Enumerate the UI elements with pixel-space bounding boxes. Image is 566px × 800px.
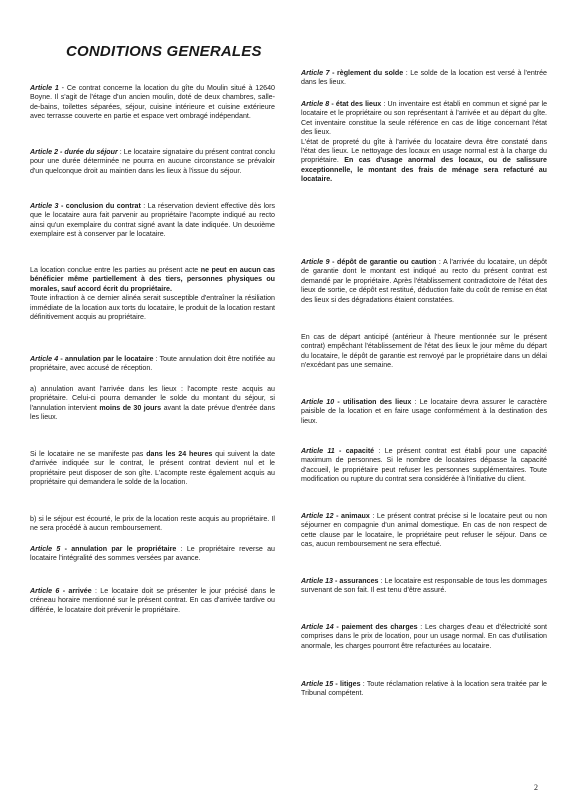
article-heading: Article 8: [301, 100, 330, 108]
clause-text: Si le locataire ne se manifeste pas: [30, 450, 147, 458]
article-4-b: [30, 515, 275, 534]
article-text: : Le locataire est responsable de tous les dommages survenant de son fait. Il est tenu d'être assuré.: [301, 577, 547, 595]
article-subject: - annulation par le locataire: [58, 355, 154, 363]
article-subject: - animaux: [333, 512, 370, 520]
article-4-no-show: [30, 450, 275, 488]
article-text-2: L'état de propreté du gîte à l'arrivée du locataire devra être constaté dans l'état des lieux. Le nettoyage des locaux en usage normal est à la charge du propriétaire.: [301, 137, 547, 165]
article-heading: Article 4: [30, 355, 59, 363]
article-subject: - annulation par le propriétaire: [60, 545, 177, 553]
article-subject: - capacité: [334, 447, 375, 455]
article-text: : Le locataire doit se présenter le jour précisé dans le créneau horaire mentionné sur le présent contrat. En cas d'arrivée tardive ou différée, le locataire doit prévenir le propriétaire.: [30, 587, 276, 614]
article-text: : Le présent contrat est établi pour une capacité maximum de personnes. Si le nombre de locataires dépasse la capacité d'accueil, le propriétaire peut refuser les personnes supplémentaires. Toute modification ou rupture du contrat sera considérée à l'initiative du client.: [301, 447, 547, 484]
article-text: : Le locataire devra assurer le caractère paisible de la location et en faire usage conformément à la destination des lieux.: [301, 398, 547, 425]
article-text: : Le présent contrat précise si le locataire peut ou non séjourner en compagnie d'un animal domestique. En cas de non respect de cette clause par le locataire, le propriétaire peut refuser le séjour. Dans ce cas, aucun remboursement ne sera effectué.: [301, 512, 547, 549]
article-subject: - litiges: [333, 680, 361, 688]
clause-text: a) annulation avant l'arrivée dans les lieux : l'acompte reste acquis au propriétaire. Celui-ci pourra demander le solde du montant du séjour, si l'annulation intervient: [30, 385, 275, 412]
article-text: : La réservation devient effective dès lors que le locataire aura fait parvenir au propriétaire l'acompte indiqué au recto ainsi qu'un exemplaire du contrat signé avant la date indiquée. Un deuxième exemplaire est à conserver par le locataire.: [30, 202, 275, 239]
article-8: [301, 100, 547, 185]
article-heading: Article 1: [30, 84, 59, 92]
article-heading: Article 14: [301, 623, 334, 631]
article-9-early-departure: [301, 333, 547, 371]
article-9: [301, 258, 547, 305]
article-heading: Article 9: [301, 258, 330, 266]
article-text-2: En cas de départ anticipé (antérieur à l'heure mentionnée sur le présent contrat) empêchant l'établissement de l'état des lieux le jour même du départ du locataire, le dépôt de garantie est renvoyé par le propriétaire dans un délai n'excédant pas une semaine.: [301, 333, 547, 370]
page-number: 2: [534, 783, 538, 792]
article-15: [301, 680, 547, 699]
clause-text: La location conclue entre les parties au présent acte: [30, 266, 201, 274]
clause-text-2: avant la date prévue d'entrée dans les lieux.: [30, 403, 275, 422]
article-heading: Article 6: [30, 587, 60, 595]
clause-emphasis: moins de 30 jours: [99, 403, 162, 412]
article-heading: Article 13: [301, 577, 333, 585]
clause-text-2: Toute infraction à ce dernier alinéa serait susceptible d'entraîner la résiliation immédiate de la location aux torts du locataire, le produit de la location restant définitivement acquis au propriétaire.: [30, 294, 275, 322]
article-11: [301, 447, 547, 485]
article-subject: - durée du séjour: [58, 148, 118, 156]
clause-text: b) si le séjour est écourté, le prix de la location reste acquis au propriétaire. Il ne sera procédé à aucun remboursement.: [30, 515, 275, 533]
article-text: : Toute réclamation relative à la location sera traitée par le Tribunal compétent.: [301, 680, 547, 698]
article-subject: - assurances: [333, 577, 379, 585]
article-heading: Article 15: [301, 680, 334, 688]
article-5: [30, 545, 275, 564]
article-subject: - utilisation des lieux: [334, 398, 412, 406]
clause-emphasis: ne peut en aucun cas bénéficier même partiellement à des tiers, personnes physiques ou morales, sauf accord écrit du propriétaire.: [30, 266, 275, 293]
clause-emphasis: dans les 24 heures: [146, 450, 213, 458]
article-text: : Un inventaire est établi en commun et signé par le locataire et le propriétaire ou son représentant à l'arrivée et au départ du gîte. Cet inventaire constitue la seule référence en cas de litige concernant l'état des lieux.: [301, 100, 548, 137]
article-text: : Le propriétaire reverse au locataire l'intégralité des sommes versées par avance.: [30, 545, 275, 563]
article-13: [301, 577, 547, 596]
page-title: CONDITIONS GENERALES: [66, 43, 262, 60]
article-heading: Article 11: [301, 447, 335, 455]
article-subject: - règlement du solde: [329, 69, 404, 77]
article-text: : Le locataire signataire du présent contrat conclu pour une durée déterminée ne pourra en aucune circonstance se prévaloir d'un quelconque droit au maintien dans les lieux à l'issue du séjour.: [30, 148, 275, 175]
article-12: [301, 512, 547, 550]
article-subject: - paiement des charges: [333, 623, 418, 631]
article-14: [301, 623, 547, 651]
article-heading: Article 7: [301, 69, 330, 77]
article-heading: Article 5: [30, 545, 61, 553]
article-emphasis: En cas d'usage anormal des locaux, ou de salissure exceptionnelle, le montant des frais de ménage sera refacturé au locataire.: [301, 156, 547, 184]
article-3: [30, 202, 275, 240]
subletting-clause: [30, 266, 275, 322]
article-subject: - arrivée: [59, 587, 92, 595]
article-text: : Toute annulation doit être notifiée au propriétaire, avec accusé de réception.: [30, 355, 275, 373]
article-subject: - dépôt de garantie ou caution: [329, 258, 437, 266]
article-10: [301, 398, 547, 426]
article-text: : Le solde de la location est versé à l'entrée dans les lieux.: [301, 69, 547, 87]
clause-text-2: qui suivent la date d'arrivée indiquée sur le contrat, le présent contrat devient nul et le propriétaire peut disposer de son gîte. L'acompte reste également acquis au propriétaire qui demandera le solde de la location.: [30, 450, 276, 487]
article-text: : A l'arrivée du locataire, un dépôt de garantie dont le montant est indiqué au recto du présent contrat est demandé par le propriétaire. Après l'établissement contradictoire de l'état des lieux de sortie, ce dépôt est restitué, déduction faite du coût de remise en état des lieux si des dégradations étaient constatées.: [301, 258, 547, 304]
article-6: [30, 587, 275, 615]
article-text: - Ce contrat concerne la location du gîte du Moulin situé à 12640 Boyne. Il s'agit de l'étage d'un ancien moulin, doté de deux chambres, salle-de-bains, toilettes séparées, séjour, cuisine intérieure et cuisine extérieure avec terrasse couverte en partie et espace vert ombragé indépendant.: [30, 84, 276, 121]
article-7: [301, 69, 547, 88]
article-1: [30, 84, 275, 122]
article-2: [30, 148, 275, 176]
article-heading: Article 10: [301, 398, 335, 406]
article-heading: Article 2: [30, 148, 59, 156]
article-subject: - conclusion du contrat: [58, 202, 141, 210]
article-text: : Les charges d'eau et d'électricité sont comprises dans le prix de location, pour un usage normal. En cas d'utilisation anormale, les charges pourront être refacturées au locataire.: [301, 623, 547, 650]
article-heading: Article 12: [301, 512, 334, 520]
article-heading: Article 3: [30, 202, 59, 210]
article-4: [30, 355, 275, 374]
article-4-a: [30, 385, 275, 423]
article-subject: - état des lieux: [329, 100, 382, 108]
